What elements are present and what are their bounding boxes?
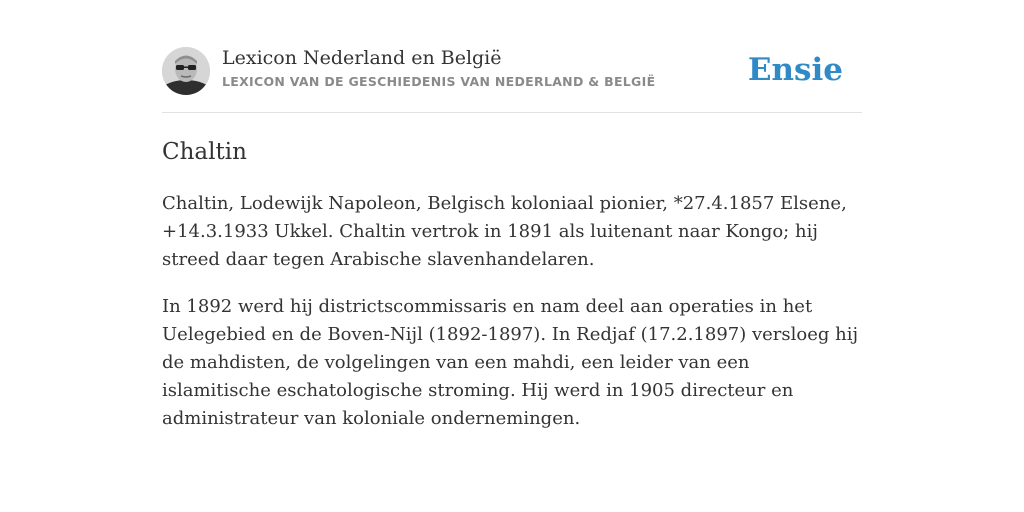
header xyxy=(162,0,862,113)
person-with-glasses-icon xyxy=(162,47,210,95)
site-name[interactable]: Lexicon Nederland en België xyxy=(222,47,502,69)
article-paragraph: In 1892 werd hij districtscommissaris en nam deel aan operaties in het Uelegebied en de Boven-Nijl (1892-1897). In Redjaf (17.2.1897) versloeg hij de mahdisten, de volgelingen van een mahdi, een leider van een islamitische eschatologische stroming. Hij werd in 1905 directeur en administrateur van koloniale ondernemingen. xyxy=(162,296,859,429)
article-paragraph: Chaltin, Lodewijk Napoleon, Belgisch koloniaal pionier, *27.4.1857 Elsene, +14.3.1933 Ukkel. Chaltin vertrok in 1891 als luitenant naar Kongo; hij streed daar tegen Arabische slavenhandelaren. xyxy=(162,193,847,270)
brand-logo[interactable]: Ensie xyxy=(747,52,843,88)
page-title: Chaltin xyxy=(162,139,247,165)
avatar[interactable] xyxy=(162,47,210,95)
site-subtitle: LEXICON VAN DE GESCHIEDENIS VAN NEDERLAND & BELGIË xyxy=(222,74,656,89)
content-container xyxy=(162,0,862,429)
